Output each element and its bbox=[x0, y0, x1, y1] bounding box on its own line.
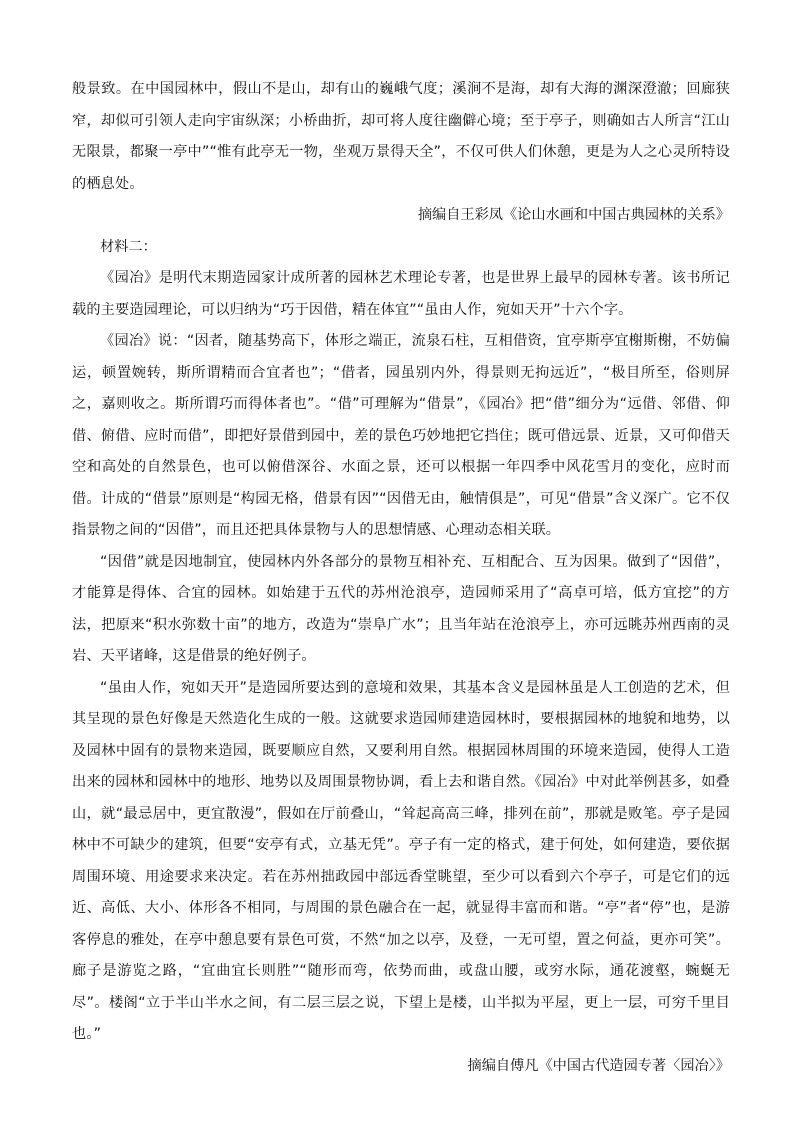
material2-paragraph-2: 《园冶》说：“因者，随基势高下，体形之端正，流泉石柱，互相借资，宜亭斯亭宜榭斯榭，不妨偏运，顿置婉转，斯所谓精而合宜者也”；“借者，园虽别内外，得景则无拘远近”，“极目所至，俗则屏之，嘉则收之。斯所谓巧而得体者也”。“借”可理解为“借景”，《园冶》把“借”细分为“远借、邻借、仰借、俯借、应时而借”，即把好景借到园中，差的景色巧妙地把它挡住；既可借远景、近景，又可仰借天空和高处的自然景色，也可以俯借深谷、水面之景，还可以根据一年四季中风花雪月的变化，应时而借。计成的“借景”原则是“构园无格，借景有因”“因借无由，触情俱是”，可见“借景”含义深广。它不仅指景物之间的“因借”，而且还把具体景物与人的思想情感、心理动态相关联。 bbox=[72, 333, 730, 538]
material2-source: 摘编自傅凡《中国古代造园专著〈园冶〉》 bbox=[467, 1057, 730, 1074]
material2-heading: 材料二： bbox=[100, 238, 157, 255]
material1-source: 摘编自王彩凤《论山水画和中国古典园林的关系》 bbox=[417, 207, 730, 223]
material2-paragraph-3: “因借”就是因地制宜，使园林内外各部分的景物互相补充、互相配合、互为因果。做到了“因借”，才能算是得体、合宜的园林。如始建于五代的苏州沧浪亭，造园师采用了“高卓可培，低方宜挖”的方法，把原来“积水弥数十亩”的地方，改造为“崇阜广水”；且当年站在沧浪亭上，亦可远眺苏州西南的灵岩、天平诸峰，这是借景的绝好例子。 bbox=[72, 553, 730, 664]
document-page bbox=[72, 74, 730, 1082]
material2-paragraph-1: 《园冶》是明代末期造园家计成所著的园林艺术理论专著，也是世界上最早的园林专著。该书所记载的主要造园理论，可以归纳为“巧于因借，精在体宜”“虽由人作，宛如天开”十六个字。 bbox=[72, 270, 730, 318]
material2-paragraph-4: “虽由人作，宛如天开”是造园所要达到的意境和效果，其基本含义是园林虽是人工创造的艺术，但其呈现的景色好像是天然造化生成的一般。这就要求造园师建造园林时，要根据园林的地貌和地势，以及园林中固有的景物来造园，既要顺应自然，又要利用自然。根据园林周围的环境来造园，使得人工造出来的园林和园林中的地形、地势以及周围景物协调，看上去和谐自然。《园冶》中对此举例甚多，如叠山，就“最忌居中，更宜散漫”，假如在厅前叠山，“耸起高高三峰，排列在前”，那就是败笔。亭子是园林中不可缺少的建筑，但要“安亭有式，立基无凭”。亭子有一定的格式，建于何处，如何建造，要依据周围环境、用途要求来决定。若在苏州拙政园中部远香堂眺望，至少可以看到六个亭子，可是它们的远近、高低、大小、体形各不相同，与周围的景色融合在一起，就显得丰富而和谐。“亭”者“停”也，是游客停息的雅处，在亭中憩息要有景色可赏，不然“加之以亭，及登，一无可望，置之何益，更亦可笑”。廊子是游览之路，“宜曲宜长则胜”“随形而弯，依势而曲，或盘山腰，或穷水际，通花渡壑，蜿蜒无尽”。楼阁“立于半山半水之间，有二层三层之说，下望上是楼，山半拟为平屋，更上一层，可穷千里目也。” bbox=[72, 679, 730, 1042]
material1-paragraph-end: 般景致。在中国园林中，假山不是山，却有山的巍峨气度；溪涧不是海，却有大海的渊深澄澈；回廊狭窄，却似可引领人走向宇宙纵深；小桥曲折，却可将人度往幽僻心境；至于亭子，则确如古人所言“江山无限景，都聚一亭中”“惟有此亭无一物，坐观万景得天全”，不仅可供人们休憩，更是为人之心灵所特设的栖息处。 bbox=[72, 81, 730, 192]
